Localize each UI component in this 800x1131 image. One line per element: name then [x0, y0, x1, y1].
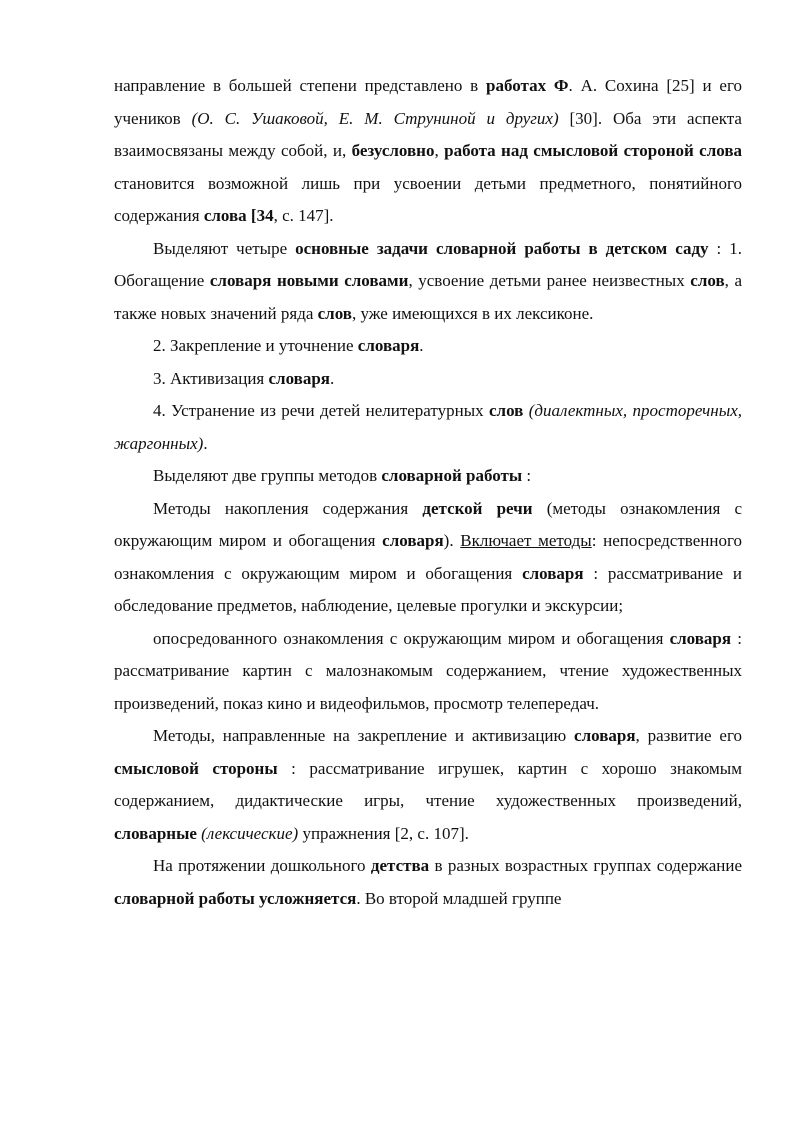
text-run: безусловно: [351, 141, 435, 160]
text-run: работах Ф: [486, 76, 569, 95]
text-run: На протяжении дошкольного: [153, 856, 371, 875]
paragraph-5: [114, 460, 742, 493]
text-run: . А. Сохина [25] и его учеников: [114, 76, 743, 128]
text-run: : непосредственного ознакомления с окружающим миром и обогащения: [114, 531, 742, 583]
paragraph-1: [114, 233, 742, 331]
text-run: : рассматривание и обследование предметов, наблюдение, целевые прогулки и экскурсии;: [114, 563, 743, 615]
paragraph-6: [114, 493, 742, 623]
text-run: (методы ознакомления с окружающим миром и обогащения: [114, 498, 743, 550]
text-run: , усвоение детьми ранее неизвестных: [408, 271, 691, 290]
text-run: работа над смысловой стороной слова: [444, 141, 743, 160]
text-run: слов: [690, 271, 725, 290]
paragraph-4: [114, 395, 742, 460]
text-run: Выделяют две группы методов: [153, 466, 382, 485]
text-run: , с. 147].: [273, 206, 334, 225]
paragraph-8: [114, 720, 742, 850]
text-run: словаря: [669, 628, 732, 648]
text-run: Методы накопления содержания: [153, 498, 423, 518]
text-run: Методы, направленные на закрепление и активизацию: [153, 726, 575, 745]
text-run: :: [522, 466, 532, 485]
text-run: .: [419, 336, 424, 355]
text-run: опосредованного ознакомления с окружающим миром и обогащения: [153, 628, 670, 648]
text-run: упражнения [2, с. 107].: [298, 823, 469, 843]
text-run: словарной работы усложняется: [114, 888, 357, 908]
text-run: 3. Активизация: [153, 368, 269, 388]
text-run: словаря: [268, 368, 330, 388]
text-run: направление в большей степени представлено в: [114, 76, 487, 95]
text-run: Включает методы: [460, 531, 592, 550]
text-run: детской речи: [422, 498, 533, 518]
text-run: словаря новыми словами: [209, 271, 409, 290]
document-page: [114, 70, 742, 915]
paragraph-7: [114, 623, 742, 721]
text-run: : рассматривание картин с малознакомым содержанием, чтение художественных произведений, показ кино и видеофильмов, просмотр телепередач.: [114, 628, 742, 713]
text-run: словаря: [574, 726, 636, 745]
text-run: (лексические): [201, 823, 299, 843]
text-run: , развитие его: [635, 726, 742, 745]
text-run: 4. Устранение из речи детей нелитературных: [153, 401, 490, 420]
text-run: словарной работы: [381, 466, 523, 485]
text-run: ).: [443, 531, 461, 550]
text-run: .: [330, 368, 335, 388]
text-run: , а также новых значений ряда: [114, 271, 742, 323]
text-run: детства: [370, 856, 430, 875]
text-run: .: [203, 433, 208, 453]
text-run: становится возможной лишь при усвоении детьми предметного, понятийного содержания: [114, 173, 742, 225]
text-run: ,: [434, 141, 445, 160]
paragraph-2: [114, 330, 742, 363]
text-run: : 1. Обогащение: [114, 238, 742, 290]
text-run: слов: [489, 401, 524, 420]
text-run: , уже имеющихся в их лексиконе.: [351, 303, 594, 323]
text-run: слова [34: [203, 206, 274, 225]
text-run: словаря: [382, 531, 444, 550]
text-run: словаря: [357, 336, 420, 355]
text-run: 2. Закрепление и уточнение: [153, 336, 358, 355]
paragraph-0: [114, 70, 742, 233]
text-run: [30]. Оба эти аспекта взаимосвязаны между собой, и,: [114, 108, 742, 160]
text-run: смысловой стороны: [114, 758, 278, 778]
text-run: Выделяют четыре: [153, 238, 296, 258]
text-run: . Во второй младшей группе: [356, 888, 562, 908]
text-run: : рассматривание игрушек, картин с хорошо знакомым содержанием, дидактические игры, чтение художественных произведений,: [114, 758, 742, 810]
text-run: в разных возрастных группах содержание: [429, 856, 743, 875]
text-run: (диалектных, просторечных, жаргонных): [114, 401, 743, 453]
text-run: словарные: [114, 823, 197, 843]
text-run: (О. С. Ушаковой, Е. М. Струниной и других): [191, 108, 559, 128]
text-run: слов: [317, 303, 352, 323]
text-run: словаря: [522, 563, 584, 583]
paragraph-9: [114, 850, 742, 915]
text-run: основные задачи словарной работы в детском саду: [295, 238, 709, 258]
paragraph-3: [114, 363, 742, 396]
